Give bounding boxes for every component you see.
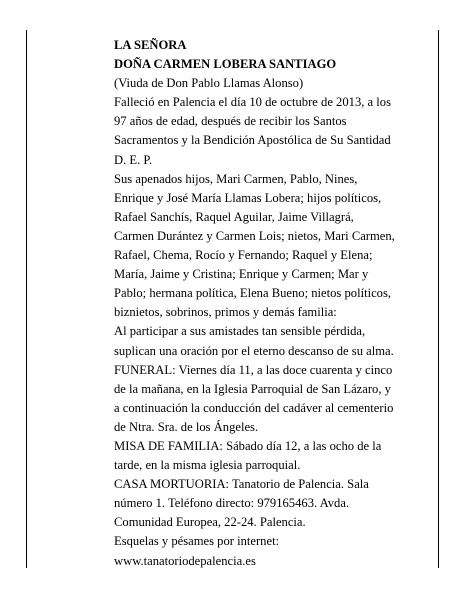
death-details-line: Sacramentos y la Bendición Apostólica de Su Santidad bbox=[114, 133, 391, 148]
notice-heading: LA SEÑORA bbox=[114, 38, 187, 52]
family-line: Carmen Durántez y Carmen Lois; nietos, Mari Carmen, bbox=[114, 228, 395, 243]
request-line: Al participar a sus amistades tan sensible pérdida, bbox=[114, 324, 366, 339]
website-url: www.tanatoriodepalencia.es bbox=[114, 553, 256, 568]
widow-note: (Viuda de Don Pablo Llamas Alonso) bbox=[114, 76, 304, 91]
family-line: Rafael Sanchís, Raquel Aguilar, Jaime Villagrá, bbox=[114, 209, 354, 224]
online-condolences-line: Esquelas y pésames por internet: bbox=[114, 534, 280, 549]
death-details-line: 97 años de edad, después de recibir los Santos bbox=[114, 114, 347, 129]
left-border-rule bbox=[26, 30, 27, 568]
family-mass-line: MISA DE FAMILIA: Sábado día 12, a las ocho de la bbox=[114, 438, 382, 453]
funeral-home-line: número 1. Teléfono directo: 979165463. Avda. bbox=[114, 496, 350, 511]
right-border-rule bbox=[438, 30, 439, 568]
rip-line: D. E. P. bbox=[114, 152, 153, 167]
deceased-name: DOÑA CARMEN LOBERA SANTIAGO bbox=[114, 57, 337, 72]
funeral-line: de Ntra. Sra. de los Ángeles. bbox=[114, 419, 259, 434]
funeral-line: a continuación la conducción del cadáver al cementerio bbox=[114, 400, 394, 415]
funeral-home-line: CASA MORTUORIA: Tanatorio de Palencia. Sala bbox=[114, 477, 369, 492]
funeral-line: de la mañana, en la Iglesia Parroquial de San Lázaro, y bbox=[114, 381, 391, 396]
family-line: Pablo; hermana política, Elena Bueno; nietos políticos, bbox=[114, 286, 392, 301]
funeral-home-line: Comunidad Europea, 22-24. Palencia. bbox=[114, 515, 306, 530]
family-line: María, Jaime y Cristina; Enrique y Carmen; Mar y bbox=[114, 267, 369, 282]
family-mass-line: tarde, en la misma iglesia parroquial. bbox=[114, 458, 301, 473]
funeral-line: FUNERAL: Viernes día 11, a las doce cuarenta y cinco bbox=[114, 362, 393, 377]
obituary-notice bbox=[114, 36, 432, 571]
family-line: Rafael, Chema, Rocío y Fernando; Raquel y Elena; bbox=[114, 248, 373, 263]
family-line: Enrique y José María Llamas Lobera; hijos políticos, bbox=[114, 190, 382, 205]
family-line: Sus apenados hijos, Mari Carmen, Pablo, Nines, bbox=[114, 171, 358, 186]
family-line: biznietos, sobrinos, primos y demás familia: bbox=[114, 305, 337, 320]
death-details-line: Falleció en Palencia el día 10 de octubre de 2013, a los bbox=[114, 95, 391, 110]
request-line: suplican una oración por el eterno descanso de su alma. bbox=[114, 343, 394, 358]
